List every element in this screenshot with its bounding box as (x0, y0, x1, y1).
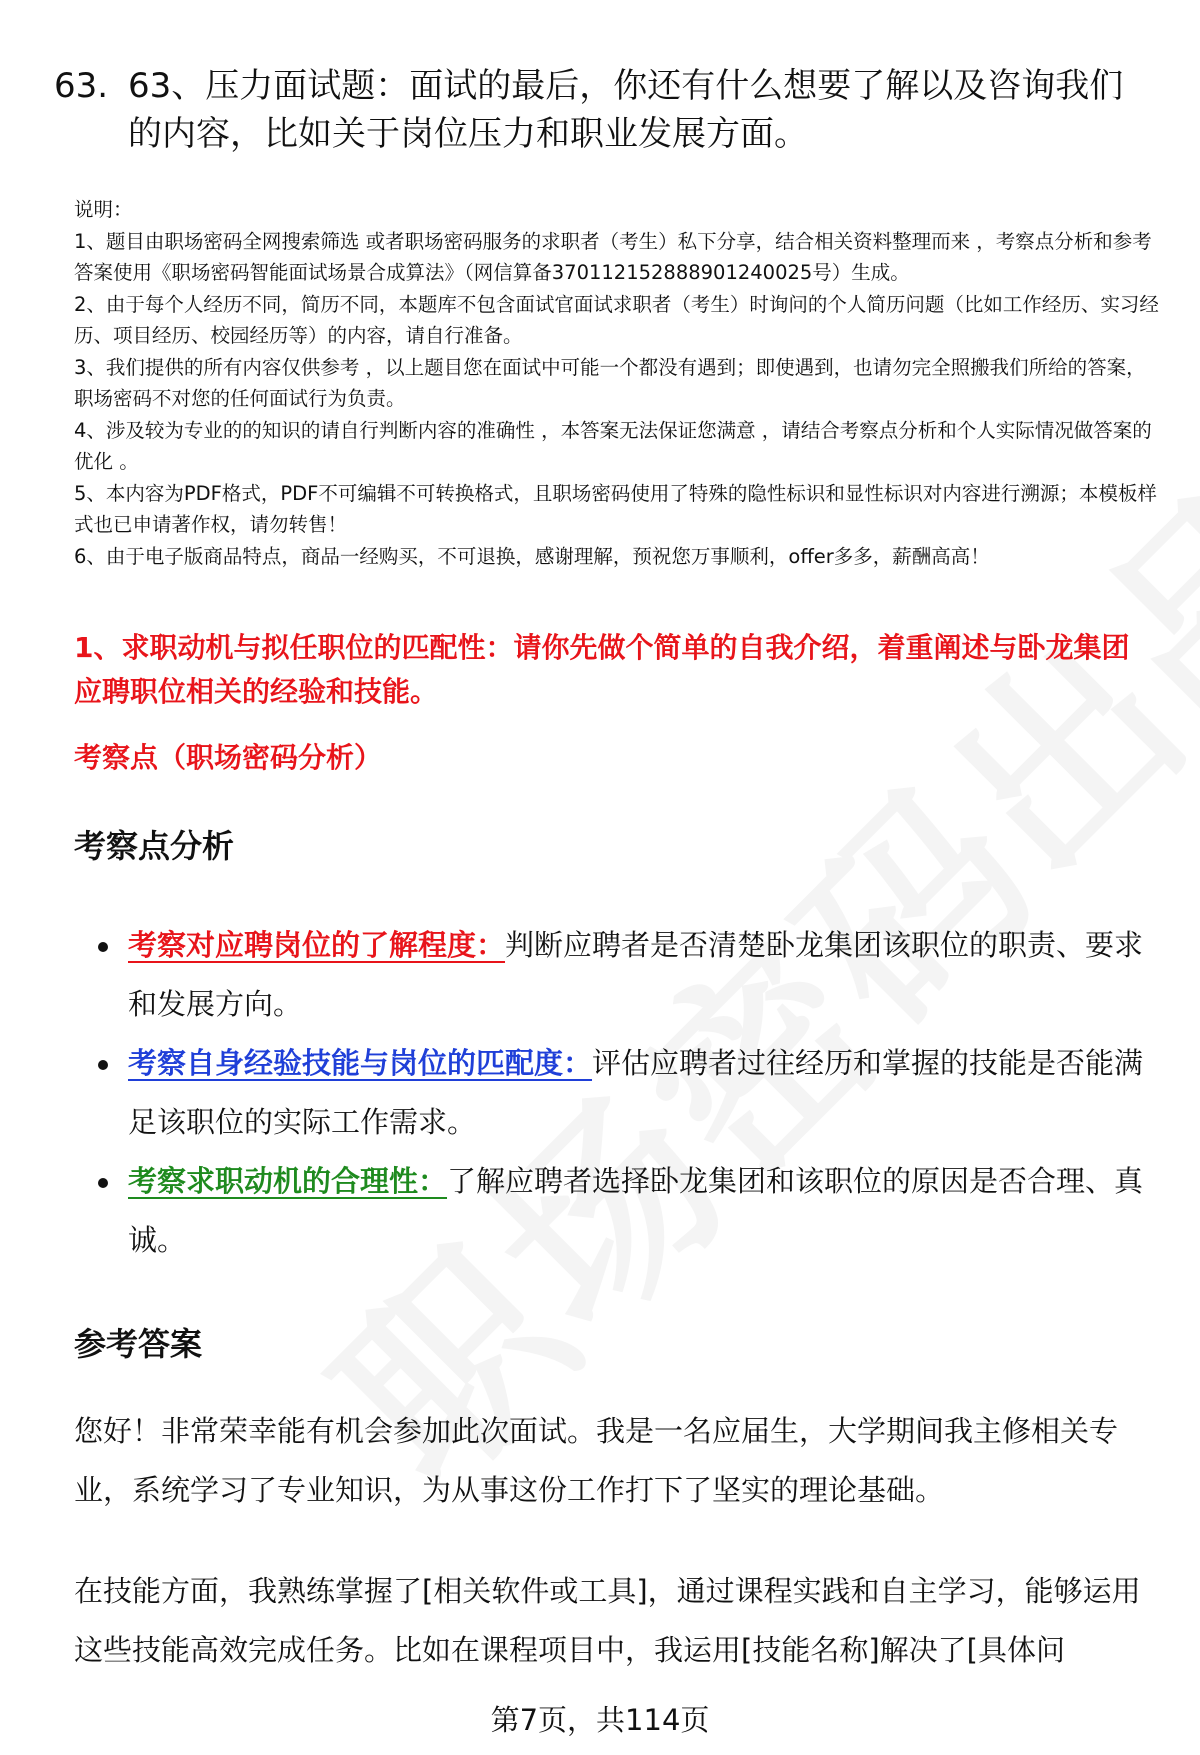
answer-paragraph: 在技能方面，我熟练掌握了[相关软件或工具]，通过课程实践和自主学习，能够运用这些技能高效完成任务。比如在课程项目中，我运用[技能名称]解决了[具体问 (74, 1574, 1141, 1667)
answer-title: 参考答案 (74, 1325, 203, 1363)
bullet-dot-icon (98, 942, 108, 952)
keypoint-label: 考察对应聘岗位的了解程度： (128, 928, 506, 962)
disclaimer-notes (74, 194, 1160, 572)
list-item (96, 916, 1156, 1034)
page-number: 第7页，共114页 (490, 1703, 710, 1737)
notes-line: 说明： (74, 198, 133, 221)
question-number: 63. (54, 66, 109, 106)
list-item (96, 1034, 1156, 1152)
analysis-title: 考察点分析 (74, 827, 235, 865)
list-item (96, 1152, 1156, 1270)
keypoint-label: 考察自身经验技能与岗位的匹配度： (128, 1046, 593, 1080)
question-text: 63、压力面试题：面试的最后，你还有什么想要了解以及咨询我们的内容，比如关于岗位压力和职业发展方面。 (128, 66, 1124, 154)
notes-line: 5、本内容为PDF格式，PDF不可编辑不可转换格式，且职场密码使用了特殊的隐性标识和显性标识对内容进行溯源；本模板样式也已申请著作权，请勿转售！ (74, 481, 1157, 536)
section-subheading: 考察点（职场密码分析） (74, 741, 383, 774)
analysis-bullet-list (96, 916, 1156, 1270)
keypoint-text: 了解应聘者选择卧龙集团和该职位的原因是否合理、真诚。 (128, 1164, 1144, 1257)
notes-line: 3、我们提供的所有内容仅供参考 ，以上题目您在面试中可能一个都没有遇到；即使遇到，也请勿完全照搬我们所给的答案，职场密码不对您的任何面试行为负责。 (74, 355, 1146, 410)
keypoint-text: 判断应聘者是否清楚卧龙集团该职位的职责、要求和发展方向。 (128, 928, 1144, 1021)
bullet-dot-icon (98, 1178, 108, 1188)
notes-line: 4、涉及较为专业的的知识的请自行判断内容的准确性 ，本答案无法保证您满意 ，请结合考察点分析和个人实际情况做答案的优化 。 (74, 418, 1152, 473)
question-title (54, 62, 1154, 158)
keypoint-text: 评估应聘者过往经历和掌握的技能是否能满足该职位的实际工作需求。 (128, 1046, 1144, 1139)
notes-line: 1、题目由职场密码全网搜索筛选 或者职场密码服务的求职者（考生）私下分享，结合相关资料整理而来 ，考察点分析和参考答案使用《职场密码智能面试场景合成算法》（网信算备370112152888901240025号）生成。 (74, 229, 1152, 284)
answer-paragraph: 您好！非常荣幸能有机会参加此次面试。我是一名应届生，大学期间我主修相关专业，系统学习了专业知识，为从事这份工作打下了坚实的理论基础。 (74, 1414, 1119, 1507)
notes-line: 6、由于电子版商品特点，商品一经购买，不可退换，感谢理解，预祝您万事顺利，offer多多，薪酬高高！ (74, 544, 990, 568)
bullet-dot-icon (98, 1060, 108, 1070)
section-heading: 1、求职动机与拟任职位的匹配性：请你先做个简单的自我介绍，着重阐述与卧龙集团应聘职位相关的经验和技能。 (74, 631, 1130, 708)
keypoint-label: 考察求职动机的合理性： (128, 1164, 448, 1198)
notes-line: 2、由于每个人经历不同，简历不同，本题库不包含面试官面试求职者（考生）时询问的个人简历问题（比如工作经历、实习经历、项目经历、校园经历等）的内容，请自行准备。 (74, 292, 1159, 347)
